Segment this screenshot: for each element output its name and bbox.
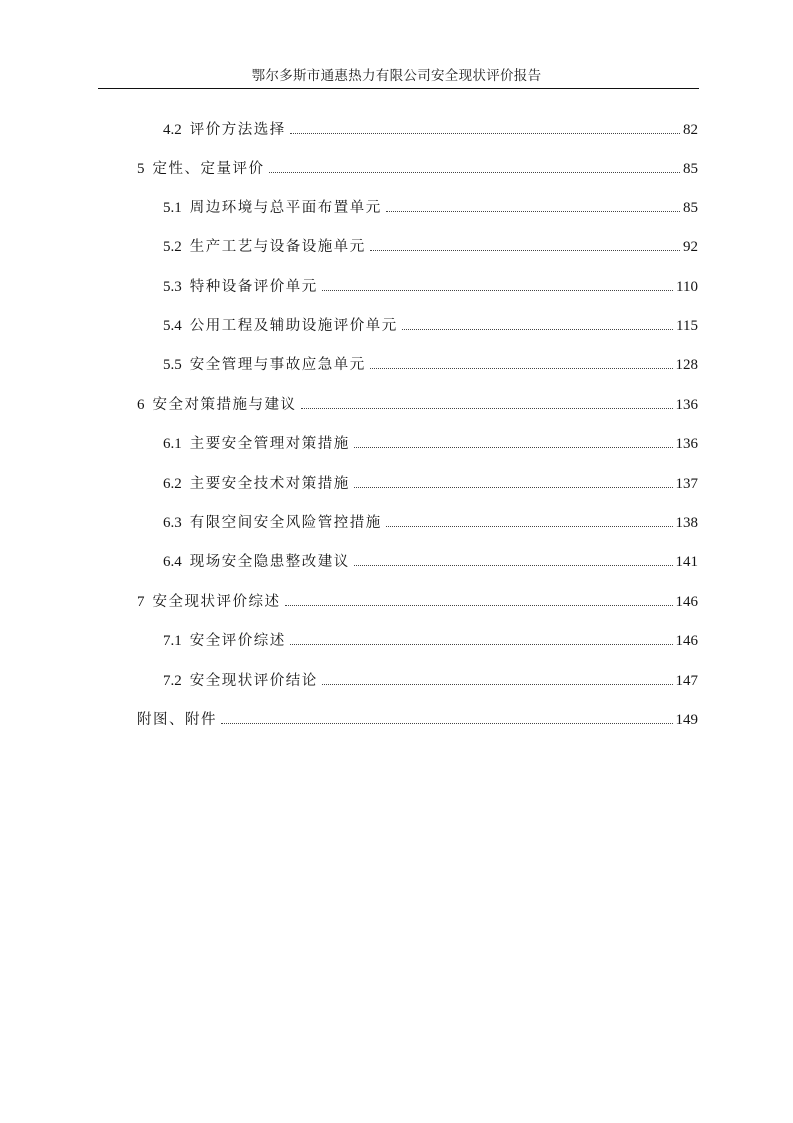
toc-entry-page: 92 [683,239,698,255]
toc-entry[interactable] [137,394,698,416]
toc-leader-dots [322,289,673,291]
toc-entry-number: 5.5 [163,357,182,373]
toc-entry-number: 6.2 [163,476,182,492]
toc-leader-dots [354,486,673,488]
toc-entry-title: 安全现状评价结论 [189,673,318,689]
toc-entry-page: 147 [675,673,698,689]
toc-entry-title: 特种设备评价单元 [189,279,318,295]
toc-entry-page: 85 [683,200,698,216]
toc-entry-number: 5 [137,161,145,177]
toc-entry[interactable] [163,236,698,258]
toc-entry[interactable] [163,354,698,376]
toc-leader-dots [290,132,680,134]
toc-entry-title: 安全评价综述 [189,633,286,649]
toc-entry-title: 有限空间安全风险管控措施 [189,515,382,531]
toc-leader-dots [370,367,673,369]
toc-entry-page: 115 [676,318,698,334]
toc-leader-dots [402,328,673,330]
toc-leader-dots [386,525,673,527]
toc-entry-title: 评价方法选择 [189,122,286,138]
toc-entry-number: 6.4 [163,554,182,570]
toc-entry[interactable] [163,512,698,534]
toc-leader-dots [221,722,673,724]
toc-leader-dots [386,210,680,212]
toc-entry[interactable] [137,591,698,613]
toc-entry-page: 85 [683,161,698,177]
toc-entry-title: 公用工程及辅助设施评价单元 [189,318,398,334]
toc-entry-number: 5.3 [163,279,182,295]
toc-entry-title: 主要安全管理对策措施 [189,436,350,452]
page-header: 鄂尔多斯市通惠热力有限公司安全现状评价报告 [251,68,542,84]
toc-entry-title: 安全对策措施与建议 [152,397,297,413]
toc-leader-dots [290,643,673,645]
toc-entry-number: 5.1 [163,200,182,216]
toc-entry-page: 82 [683,122,698,138]
toc-entry-title: 生产工艺与设备设施单元 [189,239,366,255]
toc-entry-page: 128 [675,357,698,373]
toc-entry-number: 4.2 [163,122,182,138]
toc-entry-page: 146 [675,633,698,649]
toc-entry-page: 136 [675,397,698,413]
toc-entry[interactable] [163,276,698,298]
toc-leader-dots [322,683,673,685]
toc-entry[interactable] [137,709,698,731]
toc-entry-number: 7.2 [163,673,182,689]
toc-entry-title: 定性、定量评价 [152,161,265,177]
toc-entry-number: 6 [137,397,145,413]
toc-entry[interactable] [163,433,698,455]
toc-leader-dots [269,171,681,173]
toc-entry-number: 5.2 [163,239,182,255]
toc-entry-page: 136 [675,436,698,452]
toc-entry-page: 110 [676,279,698,295]
toc-entry[interactable] [163,119,698,141]
toc-entry-title: 周边环境与总平面布置单元 [189,200,382,216]
toc-entry-title: 安全管理与事故应急单元 [189,357,366,373]
toc-entry[interactable] [163,551,698,573]
toc-leader-dots [285,604,673,606]
toc-entry-page: 149 [675,712,698,728]
toc-entry-page: 146 [675,594,698,610]
toc-entry-title: 主要安全技术对策措施 [189,476,350,492]
toc-entry-number: 7 [137,594,145,610]
toc-entry[interactable] [137,158,698,180]
toc-entry-number: 6.1 [163,436,182,452]
toc-entry-page: 138 [675,515,698,531]
toc-entry[interactable] [163,670,698,692]
toc-entry-number: 6.3 [163,515,182,531]
toc-entry-title: 现场安全隐患整改建议 [189,554,350,570]
toc-entry-title: 安全现状评价综述 [152,594,281,610]
toc-entry-number: 7.1 [163,633,182,649]
toc-leader-dots [354,446,673,448]
toc-leader-dots [354,564,673,566]
toc-leader-dots [301,407,673,409]
toc-entry-page: 141 [675,554,698,570]
toc-entry-title: 附图、附件 [137,712,217,728]
toc-leader-dots [370,249,680,251]
toc-entry-number: 5.4 [163,318,182,334]
toc-entry-page: 137 [675,476,698,492]
toc-entry[interactable] [163,630,698,652]
toc-entry[interactable] [163,473,698,495]
toc-entry[interactable] [163,197,698,219]
toc-entry[interactable] [163,315,698,337]
